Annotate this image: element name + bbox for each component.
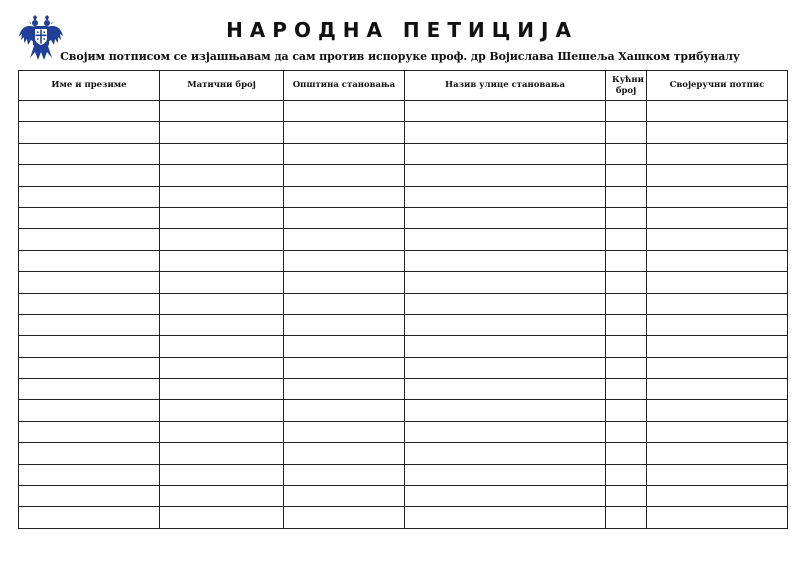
name-cell[interactable] xyxy=(19,186,160,207)
page-title: НАРОДНА ПЕТИЦИЈА xyxy=(226,18,578,42)
table-row xyxy=(19,336,788,357)
name-cell[interactable] xyxy=(19,357,160,378)
table-row xyxy=(19,143,788,164)
street-cell[interactable] xyxy=(405,250,606,271)
table-row xyxy=(19,357,788,378)
municipality-cell[interactable] xyxy=(284,379,405,400)
name-cell[interactable] xyxy=(19,379,160,400)
id-number-cell[interactable] xyxy=(160,293,284,314)
table-row xyxy=(19,486,788,507)
name-cell[interactable] xyxy=(19,336,160,357)
house-number-cell[interactable] xyxy=(606,357,647,378)
table-row xyxy=(19,207,788,228)
column-header-municipality: Општина становања xyxy=(284,71,405,101)
signature-cell[interactable] xyxy=(647,143,788,164)
signature-cell[interactable] xyxy=(647,122,788,143)
signature-rows xyxy=(19,101,788,529)
table-row xyxy=(19,250,788,271)
street-cell[interactable] xyxy=(405,443,606,464)
table-header-row xyxy=(19,71,788,101)
house-number-cell[interactable] xyxy=(606,101,647,122)
house-number-cell[interactable] xyxy=(606,507,647,528)
name-cell[interactable] xyxy=(19,507,160,528)
name-cell[interactable] xyxy=(19,314,160,335)
street-cell[interactable] xyxy=(405,336,606,357)
street-cell[interactable] xyxy=(405,122,606,143)
signature-cell[interactable] xyxy=(647,293,788,314)
column-header-name: Име и презиме xyxy=(19,71,160,101)
table-row xyxy=(19,421,788,442)
table-row xyxy=(19,464,788,485)
id-number-cell[interactable] xyxy=(160,486,284,507)
street-cell[interactable] xyxy=(405,357,606,378)
house-number-cell[interactable] xyxy=(606,421,647,442)
street-cell[interactable] xyxy=(405,293,606,314)
table-row xyxy=(19,101,788,122)
signature-cell[interactable] xyxy=(647,186,788,207)
name-cell[interactable] xyxy=(19,272,160,293)
municipality-cell[interactable] xyxy=(284,400,405,421)
municipality-cell[interactable] xyxy=(284,250,405,271)
municipality-cell[interactable] xyxy=(284,229,405,250)
street-cell[interactable] xyxy=(405,207,606,228)
street-cell[interactable] xyxy=(405,379,606,400)
house-number-cell[interactable] xyxy=(606,293,647,314)
signature-cell[interactable] xyxy=(647,229,788,250)
id-number-cell[interactable] xyxy=(160,272,284,293)
id-number-cell[interactable] xyxy=(160,143,284,164)
street-cell[interactable] xyxy=(405,272,606,293)
municipality-cell[interactable] xyxy=(284,464,405,485)
column-header-house-number: Кућни број xyxy=(606,71,647,101)
id-number-cell[interactable] xyxy=(160,379,284,400)
table-row xyxy=(19,165,788,186)
table-row xyxy=(19,272,788,293)
municipality-cell[interactable] xyxy=(284,293,405,314)
name-cell[interactable] xyxy=(19,207,160,228)
name-cell[interactable] xyxy=(19,143,160,164)
name-cell[interactable] xyxy=(19,122,160,143)
signature-cell[interactable] xyxy=(647,464,788,485)
signature-cell[interactable] xyxy=(647,486,788,507)
house-number-cell[interactable] xyxy=(606,314,647,335)
signature-cell[interactable] xyxy=(647,250,788,271)
street-cell[interactable] xyxy=(405,507,606,528)
name-cell[interactable] xyxy=(19,464,160,485)
name-cell[interactable] xyxy=(19,250,160,271)
street-cell[interactable] xyxy=(405,486,606,507)
house-number-cell[interactable] xyxy=(606,143,647,164)
house-number-cell[interactable] xyxy=(606,443,647,464)
street-cell[interactable] xyxy=(405,186,606,207)
id-number-cell[interactable] xyxy=(160,464,284,485)
municipality-cell[interactable] xyxy=(284,314,405,335)
id-number-cell[interactable] xyxy=(160,314,284,335)
municipality-cell[interactable] xyxy=(284,486,405,507)
municipality-cell[interactable] xyxy=(284,165,405,186)
id-number-cell[interactable] xyxy=(160,250,284,271)
id-number-cell[interactable] xyxy=(160,101,284,122)
name-cell[interactable] xyxy=(19,421,160,442)
signature-cell[interactable] xyxy=(647,357,788,378)
id-number-cell[interactable] xyxy=(160,400,284,421)
id-number-cell[interactable] xyxy=(160,443,284,464)
id-number-cell[interactable] xyxy=(160,122,284,143)
municipality-cell[interactable] xyxy=(284,143,405,164)
municipality-cell[interactable] xyxy=(284,507,405,528)
name-cell[interactable] xyxy=(19,400,160,421)
id-number-cell[interactable] xyxy=(160,229,284,250)
table-row xyxy=(19,293,788,314)
house-number-cell[interactable] xyxy=(606,122,647,143)
table-row xyxy=(19,122,788,143)
street-cell[interactable] xyxy=(405,229,606,250)
signature-cell[interactable] xyxy=(647,101,788,122)
municipality-cell[interactable] xyxy=(284,421,405,442)
municipality-cell[interactable] xyxy=(284,443,405,464)
id-number-cell[interactable] xyxy=(160,165,284,186)
house-number-cell[interactable] xyxy=(606,379,647,400)
signature-cell[interactable] xyxy=(647,400,788,421)
signature-cell[interactable] xyxy=(647,421,788,442)
id-number-cell[interactable] xyxy=(160,421,284,442)
table-row xyxy=(19,314,788,335)
table-row xyxy=(19,229,788,250)
house-number-cell[interactable] xyxy=(606,229,647,250)
id-number-cell[interactable] xyxy=(160,207,284,228)
municipality-cell[interactable] xyxy=(284,357,405,378)
house-number-cell[interactable] xyxy=(606,464,647,485)
table-row xyxy=(19,186,788,207)
id-number-cell[interactable] xyxy=(160,186,284,207)
street-cell[interactable] xyxy=(405,314,606,335)
house-number-cell[interactable] xyxy=(606,336,647,357)
table-row xyxy=(19,507,788,528)
id-number-cell[interactable] xyxy=(160,357,284,378)
house-number-cell[interactable] xyxy=(606,400,647,421)
name-cell[interactable] xyxy=(19,229,160,250)
signature-cell[interactable] xyxy=(647,165,788,186)
name-cell[interactable] xyxy=(19,101,160,122)
signature-cell[interactable] xyxy=(647,379,788,400)
signature-cell[interactable] xyxy=(647,507,788,528)
petition-statement: Својим потписом се изјашњавам да сам против испоруке проф. др Војислава Шешеља Хашком трибуналу xyxy=(60,50,740,63)
municipality-cell[interactable] xyxy=(284,207,405,228)
name-cell[interactable] xyxy=(19,293,160,314)
house-number-cell[interactable] xyxy=(606,186,647,207)
signature-cell[interactable] xyxy=(647,443,788,464)
table-row xyxy=(19,400,788,421)
municipality-cell[interactable] xyxy=(284,186,405,207)
signature-cell[interactable] xyxy=(647,314,788,335)
house-number-cell[interactable] xyxy=(606,207,647,228)
name-cell[interactable] xyxy=(19,486,160,507)
signature-cell[interactable] xyxy=(647,336,788,357)
house-number-cell[interactable] xyxy=(606,486,647,507)
table-row xyxy=(19,443,788,464)
signature-cell[interactable] xyxy=(647,272,788,293)
column-header-signature: Својеручни потпис xyxy=(647,71,788,101)
street-cell[interactable] xyxy=(405,101,606,122)
municipality-cell[interactable] xyxy=(284,122,405,143)
signature-table xyxy=(18,70,788,529)
id-number-cell[interactable] xyxy=(160,336,284,357)
name-cell[interactable] xyxy=(19,165,160,186)
house-number-cell[interactable] xyxy=(606,272,647,293)
column-header-street: Назив улице становања xyxy=(405,71,606,101)
signature-cell[interactable] xyxy=(647,207,788,228)
municipality-cell[interactable] xyxy=(284,336,405,357)
municipality-cell[interactable] xyxy=(284,101,405,122)
street-cell[interactable] xyxy=(405,400,606,421)
house-number-cell[interactable] xyxy=(606,250,647,271)
name-cell[interactable] xyxy=(19,443,160,464)
municipality-cell[interactable] xyxy=(284,272,405,293)
house-number-cell[interactable] xyxy=(606,165,647,186)
street-cell[interactable] xyxy=(405,143,606,164)
street-cell[interactable] xyxy=(405,464,606,485)
street-cell[interactable] xyxy=(405,421,606,442)
id-number-cell[interactable] xyxy=(160,507,284,528)
table-row xyxy=(19,379,788,400)
street-cell[interactable] xyxy=(405,165,606,186)
column-header-id-number: Матични број xyxy=(160,71,284,101)
